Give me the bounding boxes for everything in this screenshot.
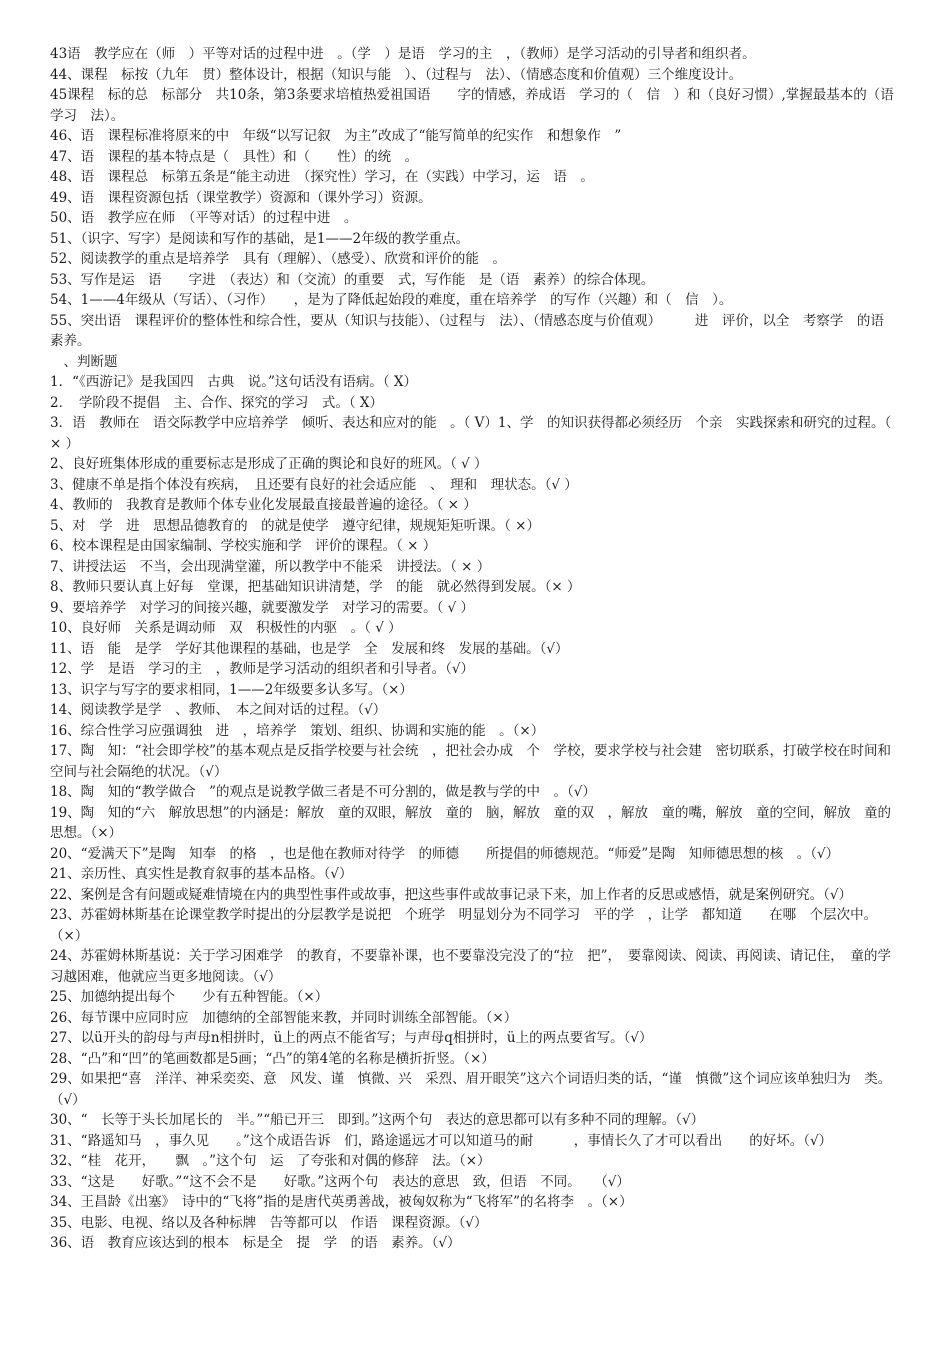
- judge-item: 20、“爱满天下”是陶 知奉 的格 ，也是他在教师对待学 的师德 所提倡的师德规范。“师爱”是陶 知师德思想的核 。（√）: [50, 845, 840, 862]
- section-heading-judgement: 、判断题: [50, 353, 118, 370]
- fill-line-47: 47、语 课程的基本特点是（ 具性）和（ 性）的统 。: [50, 148, 419, 165]
- judge-item: 9、要培养学 对学习的间接兴趣，就要激发学 对学习的需要。（ √ ）: [50, 599, 475, 616]
- judge-item: 5、对 学 进 思想品德教育的 的就是使学 遵守纪律，规规矩矩听课。（ ×）: [50, 517, 540, 534]
- fill-line-51: 51、（识字、写字）是阅读和写作的基础，是1——2年级的教学重点。: [50, 230, 470, 247]
- judge-item: 14、阅读教学是学 、教师、 本之间对话的过程。（√）: [50, 702, 387, 718]
- judge-item: 12、学 是语 学习的主 ，教师是学习活动的组织者和引导者。（√）: [50, 661, 475, 677]
- fill-line-54: 54、1——4年级从（写话）、（习作） ，是为了降低起始段的难度，重在培养学 的写作（兴趣）和（ 信 ）。: [50, 292, 733, 308]
- true-false-section: [50, 372, 898, 1254]
- judge-item: 35、电影、电视、络以及各种标牌 告等都可以 作语 课程资源。（√）: [50, 1214, 488, 1231]
- judge-item: 21、亲历性、真实性是教育叙事的基本品格。（√）: [50, 866, 353, 882]
- judge-item: 31、“路遥知马 ，事久见 。”这个成语告诉 们，路途遥远才可以知道马的耐 ，事情长久了才可以看出 的好坏。（√）: [50, 1132, 833, 1149]
- judge-item: 19、陶 知的“六 解放思想”的内涵是：解放 童的双眼，解放 童的 脑，解放 童的双 ，解放 童的嘴，解放 童的空间，解放 童的思想。（×）: [50, 804, 891, 841]
- fill-line-45: 45课程 标的总 标部分 共10条，第3条要求培植热爱祖国语 字的情感，养成语 学习的（ 信 ）和（良好习惯）,掌握最基本的（语 学习 法）。: [50, 87, 908, 124]
- judge-item: 30、“ 长等于头长加尾长的 半。”“船已开三 即到。”这两个句 表达的意思都可以有多种不同的理解。（√）: [50, 1112, 705, 1128]
- fill-line-55: 55、突出语 课程评价的整体性和综合性，要从（知识与技能）、（过程与 法）、（情感态度与价值观） 进 评价，以全 考察学 的语 素养。: [50, 312, 898, 349]
- judge-item: 4、教师的 我教育是教师个体专业化发展最直接最普遍的途径。（ × ）: [50, 497, 477, 513]
- fill-line-49: 49、语 课程资源包括（课堂教学）资源和（课外学习）资源。: [50, 189, 432, 206]
- fill-line-52: 52、阅读教学的重点是培养学 具有（理解）、（感受）、欣赏和评价的能 。: [50, 251, 506, 267]
- judge-item: 1．“《西游记》是我国四 古典 说。”这句话没有语病。（ X）: [50, 374, 418, 390]
- judge-item: 23、苏霍姆林斯基在论课堂教学时提出的分层教学是说把 个班学 明显划分为不同学习 平的学 ，让学 都知道 在哪 个层次中。（×）: [50, 907, 878, 944]
- fill-line-46: 46、语 课程标准将原来的中 年级“以写记叙 为主”改成了“能写简单的纪实作 和想象作 ”: [50, 128, 622, 144]
- judge-item: 2、良好班集体形成的重要标志是形成了正确的舆论和良好的班风。（ √ ）: [50, 456, 488, 472]
- judge-item: 24、苏霍姆林斯基说：关于学习困难学 的教育，不要靠补课，也不要靠没完没了的“拉 把”， 要靠阅读、阅读、再阅读、请记住， 童的学习越困难，他就应当更多地阅读。（√）: [50, 948, 891, 985]
- judge-item: 17、陶 知：“社会即学校”的基本观点是反指学校要与社会统 ，把社会办成 个 学校，要求学校与社会建 密切联系，打破学校在时间和空间与社会隔绝的状况。（√）: [50, 743, 891, 780]
- fill-line-53: 53、写作是运 语 字进 （表达）和（交流）的重要 式，写作能 是（语 素养）的综合体现。: [50, 271, 655, 288]
- judge-item: 22、案例是含有问题或疑难情境在内的典型性事件或故事，把这些事件或故事记录下来，加上作者的反思或感悟，就是案例研究。（√）: [50, 886, 853, 903]
- judge-item: 11、语 能 是学 学好其他课程的基础，也是学 全 发展和终 发展的基础。（√）: [50, 640, 569, 657]
- judge-item: 32、“桂 花开， 飘 。”这个句 运 了夸张和对偶的修辞 法。（×）: [50, 1153, 491, 1169]
- judge-item: 10、良好师 关系是调动师 双 积极性的内驱 。（ √ ）: [50, 620, 402, 636]
- fill-line-44: 44、课程 标按（九年 贯）整体设计，根据（知识与能 ）、（过程与 法）、（情感态度和价值观）三个维度设计。: [50, 66, 743, 83]
- judge-item: 8、教师只要认真上好每 堂课，把基础知识讲清楚，学 的能 就必然得到发展。（× ）: [50, 579, 581, 595]
- judge-item: 16、综合性学习应强调独 进 ，培养学 策划、组织、协调和实施的能 。（×）: [50, 722, 545, 739]
- judge-item: 13、识字与写字的要求相同，1——2年级要多认多写。（×）: [50, 681, 413, 698]
- judge-item: 27、以ü开头的韵母与声母n相拼时，ü上的两点不能省写；与声母q相拼时，ü上的两点要省写。（√）: [50, 1030, 653, 1046]
- judge-item: 6、校本课程是由国家编制、学校实施和学 评价的课程。（ × ）: [50, 538, 437, 554]
- fill-in-blank-section: [50, 44, 908, 352]
- judge-item: 28、“凸”和“凹”的笔画数都是5画；“凸”的第4笔的名称是横折折竖。（×）: [50, 1050, 495, 1067]
- document-page: [50, 44, 908, 1254]
- judge-item: 7、讲授法运 不当，会出现满堂灌，所以教学中不能采 讲授法。（ × ）: [50, 558, 491, 575]
- judge-item: 18、陶 知的“教学做合 ”的观点是说教学做三者是不可分割的，做是教与学的中 。（√）: [50, 784, 596, 800]
- judge-item: 29、如果把“喜 洋洋、神采奕奕、意 风发、谨 慎微、兴 采烈、眉开眼笑”这六个词语归类的话，“谨 慎微”这个词应该单独归为 类。（√）: [50, 1071, 892, 1108]
- judge-item: 25、加德纳提出每个 少有五种智能。（×）: [50, 989, 329, 1005]
- judge-item: 3．语 教师在 语交际教学中应培养学 倾听、表达和应对的能 。（ V）1、学 的知识获得都必须经历 个亲 实践探索和研究的过程。（ × ）: [50, 415, 896, 452]
- fill-line-48: 48、语 课程总 标第五条是“能主动进 （探究性）学习，在（实践）中学习，运 语 。: [50, 169, 594, 185]
- judge-item: 3、健康不单是指个体没有疾病， 且还要有良好的社会适应能 、 理和 理状态。（√ ）: [50, 476, 578, 493]
- judge-item: 33、“这是 好歌。”“这不会不是 好歌。”这两个句 表达的意思 致，但语 不同。 （√）: [50, 1173, 630, 1190]
- fill-line-43: 43语 教学应在（师 ）平等对话的过程中进 。（学 ）是语 学习的主 ，（教师）是学习活动的引导者和组织者。: [50, 46, 756, 62]
- fill-line-50: 50、语 教学应在师 （平等对话）的过程中进 。: [50, 210, 358, 226]
- judge-item: 34、王昌龄《出塞》 诗中的“飞将”指的是唐代英勇善战，被匈奴称为“飞将军”的名将李 。（×）: [50, 1194, 633, 1210]
- judge-item: 26、每节课中应同时应 加德纳的全部智能来教，并同时训练全部智能。（×）: [50, 1009, 518, 1026]
- judge-item: 2． 学阶段不提倡 主、合作、探究的学习 式。（ X）: [50, 394, 383, 411]
- judge-item: 36、语 教育应该达到的根本 标是全 提 学 的语 素养。（√）: [50, 1235, 461, 1251]
